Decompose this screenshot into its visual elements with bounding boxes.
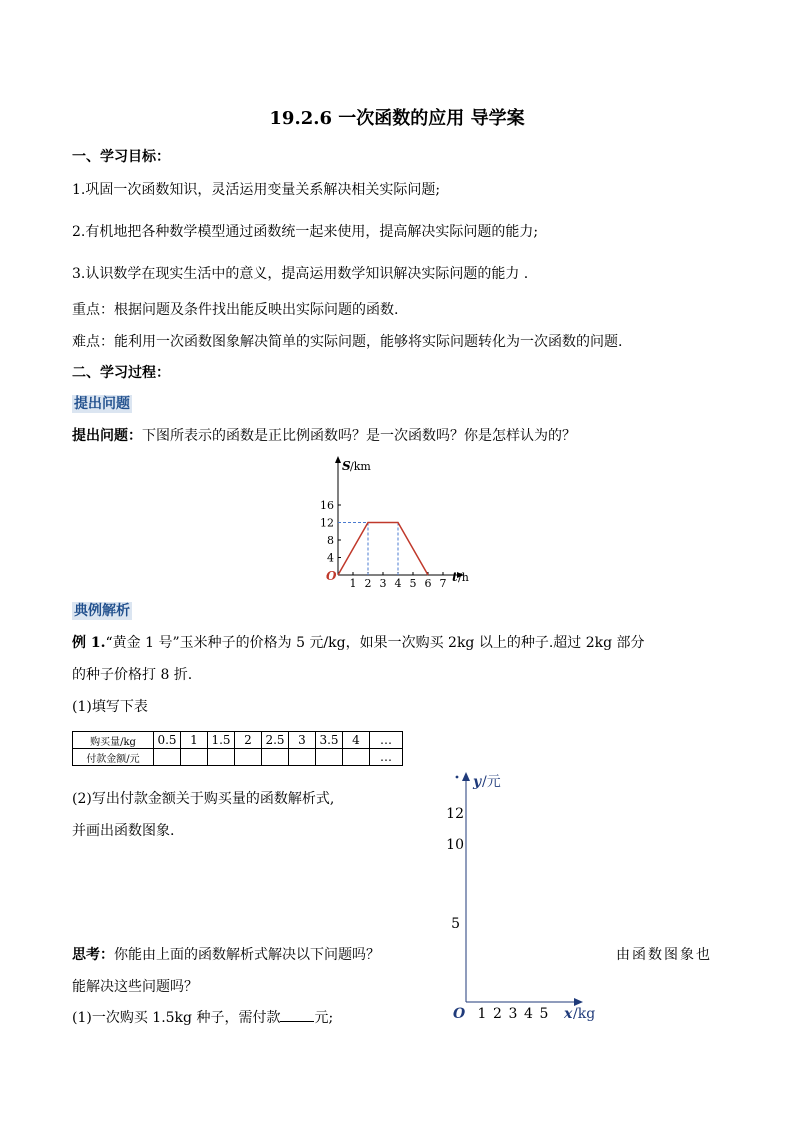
x-axis-label: t bbox=[452, 570, 458, 584]
sub-question-text: (1)一次购买 1.5kg 种子，需付款 bbox=[72, 1010, 281, 1026]
think-right-text: 由函数图象也 bbox=[616, 947, 712, 963]
y-tick-label: 12 bbox=[320, 516, 334, 530]
x-tick-label: 3 bbox=[379, 577, 387, 590]
question-2-line-2: 并画出函数图象. bbox=[72, 823, 175, 839]
y-axis-label: S bbox=[342, 459, 351, 473]
section-tag-question bbox=[72, 393, 132, 413]
y-axis-arrow bbox=[335, 456, 341, 463]
question-label: 提出问题： bbox=[72, 428, 142, 444]
table-cell-input[interactable] bbox=[235, 749, 262, 766]
graph1-guides bbox=[338, 523, 398, 576]
table-cell: … bbox=[370, 732, 403, 749]
origin-label: O bbox=[326, 569, 337, 583]
table-row bbox=[73, 732, 403, 749]
question-2-line-1: (2)写出付款金额关于购买量的函数解析式, bbox=[72, 791, 335, 807]
example-line-2: 的种子价格打 8 折. bbox=[72, 667, 193, 683]
example-line-1 bbox=[72, 632, 645, 652]
tag-label: 典例解析 bbox=[74, 603, 130, 619]
table-cell: 3.5 bbox=[316, 732, 343, 749]
y-axis-unit: /km bbox=[350, 460, 371, 473]
x-axis-unit: /kg bbox=[573, 1006, 596, 1022]
table-cell: 0.5 bbox=[154, 732, 181, 749]
difficulty: 难点：能利用一次函数图象解决简单的实际问题，能够将实际问题转化为一次函数的问题. bbox=[72, 334, 623, 350]
x-tick-label: 4 bbox=[394, 577, 402, 590]
section-heading-goals: 一、学习目标： bbox=[72, 149, 170, 165]
table-header-quantity: 购买量/kg bbox=[73, 732, 154, 749]
graph1-ticks bbox=[320, 499, 447, 590]
x-axis-unit: /h bbox=[458, 571, 469, 584]
y-tick-label: 12 bbox=[446, 806, 464, 822]
distance-time-graph bbox=[318, 454, 482, 590]
question-paragraph bbox=[72, 425, 576, 445]
x-tick-label: 6 bbox=[424, 577, 432, 590]
payment-graph bbox=[440, 766, 610, 1028]
sub-question-1 bbox=[72, 1007, 333, 1027]
table-cell-input[interactable] bbox=[262, 749, 289, 766]
table-cell-input[interactable] bbox=[208, 749, 235, 766]
y-tick-label: 10 bbox=[446, 837, 464, 853]
y-axis-arrow bbox=[462, 772, 470, 781]
y-tick-label: 5 bbox=[451, 916, 460, 932]
x-tick-label: 2 bbox=[364, 577, 372, 590]
think-text: 你能由上面的函数解析式解决以下问题吗？ bbox=[114, 947, 380, 963]
table-row bbox=[73, 749, 403, 766]
think-line-2: 能解决这些问题吗？ bbox=[72, 979, 198, 995]
x-axis-arrow bbox=[574, 998, 583, 1006]
table-header-payment: 付款金额/元 bbox=[73, 749, 154, 766]
question-1: (1)填写下表 bbox=[72, 699, 148, 715]
x-tick-label: 2 bbox=[493, 1006, 502, 1022]
table-cell-input[interactable] bbox=[154, 749, 181, 766]
x-tick-label: 5 bbox=[539, 1006, 549, 1022]
goal-item-3: 3.认识数学在现实生活中的意义，提高运用数学知识解决实际问题的能力 . bbox=[72, 266, 529, 282]
table-cell-input[interactable] bbox=[343, 749, 370, 766]
distance-line bbox=[338, 523, 428, 576]
question-text: 下图所表示的函数是正比例函数吗？是一次函数吗？你是怎样认为的？ bbox=[142, 428, 576, 444]
x-tick-label: 3 bbox=[508, 1006, 518, 1022]
table-cell-input[interactable] bbox=[289, 749, 316, 766]
example-text: “黄金 1 号”玉米种子的价格为 5 元/kg，如果一次购买 2kg 以上的种子.超过 2kg 部分 bbox=[105, 635, 645, 651]
origin-label: O bbox=[453, 1006, 466, 1022]
x-tick-label: 5 bbox=[409, 577, 417, 590]
table-cell: 1.5 bbox=[208, 732, 235, 749]
y-axis-label: y bbox=[473, 774, 482, 790]
table-cell: 1 bbox=[181, 732, 208, 749]
purchase-table bbox=[72, 731, 403, 766]
goal-item-1: 1.巩固一次函数知识，灵活运用变量关系解决相关实际问题; bbox=[72, 182, 441, 198]
x-axis-label: x bbox=[564, 1006, 573, 1022]
tag-label: 提出问题 bbox=[74, 396, 130, 412]
marker-dot bbox=[456, 776, 459, 779]
section-tag-example bbox=[72, 600, 132, 620]
table-cell: 3 bbox=[289, 732, 316, 749]
y-axis-unit: /元 bbox=[482, 774, 501, 790]
y-tick-label: 4 bbox=[327, 551, 334, 565]
answer-blank[interactable] bbox=[280, 1009, 314, 1022]
table-cell-input[interactable] bbox=[316, 749, 343, 766]
sub-question-suffix: 元; bbox=[314, 1010, 334, 1026]
table-cell: 4 bbox=[343, 732, 370, 749]
x-tick-label: 1 bbox=[477, 1006, 487, 1022]
goal-item-2: 2.有机地把各种数学模型通过函数统一起来使用，提高解决实际问题的能力; bbox=[72, 224, 539, 240]
table-cell: 2 bbox=[235, 732, 262, 749]
section-heading-process: 二、学习过程： bbox=[72, 365, 170, 381]
y-tick-label: 8 bbox=[327, 534, 334, 547]
x-tick-label: 7 bbox=[439, 577, 447, 590]
table-cell: 2.5 bbox=[262, 732, 289, 749]
table-cell: … bbox=[370, 749, 403, 766]
example-label: 例 1. bbox=[72, 635, 106, 651]
table-cell-input[interactable] bbox=[181, 749, 208, 766]
x-tick-label: 4 bbox=[524, 1006, 533, 1022]
x-tick-label: 1 bbox=[349, 577, 357, 590]
think-label: 思考： bbox=[72, 947, 114, 963]
y-tick-label: 16 bbox=[320, 499, 334, 512]
key-point: 重点：根据问题及条件找出能反映出实际问题的函数. bbox=[72, 302, 399, 318]
page-title: 19.2.6 一次函数的应用 导学案 bbox=[269, 108, 525, 129]
graph2-x-ticks bbox=[478, 1006, 549, 1022]
think-line-1 bbox=[72, 944, 380, 964]
